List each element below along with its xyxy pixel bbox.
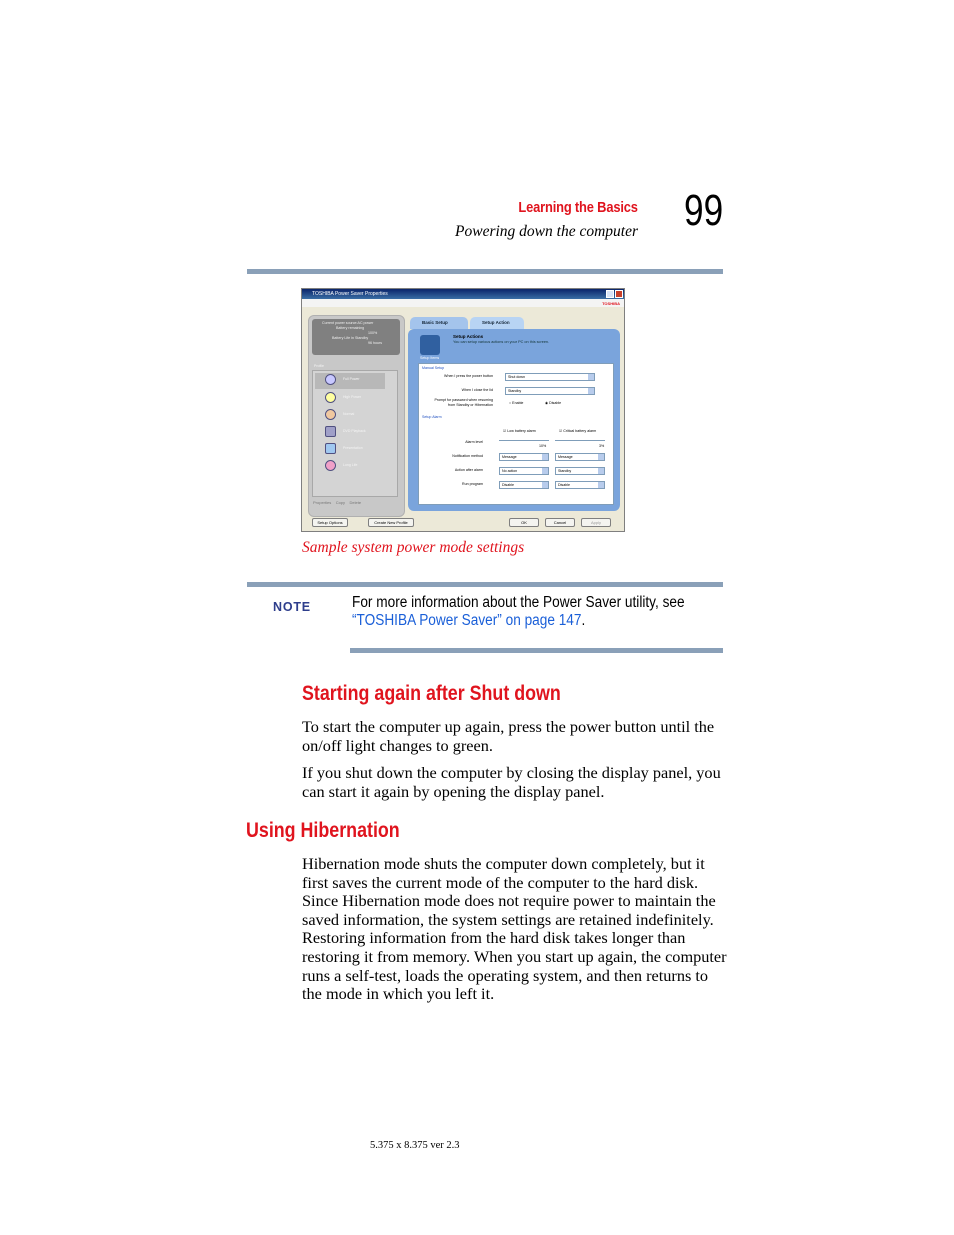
setup-actions-icon (420, 335, 440, 355)
critical-level-value: 3% (599, 444, 605, 448)
run-program-label: Run program (462, 482, 483, 486)
setup-action-pane (408, 329, 620, 511)
note-text-body: For more information about the Power Saver utility, see (352, 594, 685, 611)
run-program-critical-select[interactable]: Disable (555, 481, 605, 489)
power-button-select[interactable]: Shut down (505, 373, 595, 381)
note-bottom-rule (350, 648, 723, 653)
magnifier-icon (325, 409, 336, 420)
magnifier-icon (325, 374, 336, 385)
delete-button[interactable]: Delete (349, 500, 362, 505)
setup-items-label: Setup Items (420, 356, 440, 360)
note-text (352, 594, 685, 630)
profile-item[interactable]: High Power (315, 391, 385, 407)
battery-remaining-label: Battery remaining (336, 326, 365, 330)
properties-button[interactable]: Properties (313, 500, 332, 505)
profile-buttons (313, 500, 361, 505)
profile-item[interactable]: Long Life (315, 459, 385, 475)
profile-label: Profile (314, 364, 324, 368)
lid-label: When I close the lid (461, 388, 493, 392)
header-rule (247, 269, 723, 274)
prompt-label-1: Prompt for password when resuming (434, 398, 493, 402)
page-footer: 5.375 x 8.375 ver 2.3 (370, 1140, 460, 1151)
figure-caption: Sample system power mode settings (302, 539, 525, 556)
prompt-label-2: from Standby or Hibernation (448, 403, 493, 407)
power-source-heading: Current power source:AC power (322, 321, 374, 325)
brand-band (302, 299, 624, 307)
battery-remaining-value: 100% (368, 331, 378, 335)
help-icon (606, 290, 614, 298)
alarm-level-label: Alarm level (465, 440, 483, 444)
window-title-bar (302, 289, 624, 299)
note-text-tail: . (581, 612, 586, 629)
section-heading: Starting again after Shut down (302, 682, 561, 705)
manual-setup-label: Manual Setup (422, 366, 445, 370)
low-level-slider[interactable] (499, 440, 549, 441)
create-new-profile-button[interactable]: Create New Profile (368, 518, 414, 527)
profile-list (312, 370, 398, 497)
close-icon (615, 290, 623, 298)
profile-item[interactable]: Presentation (315, 442, 385, 458)
battery-life-value: 96 hours (368, 341, 382, 345)
setup-options-button[interactable]: Setup Options (312, 518, 348, 527)
power-source-box (312, 319, 400, 355)
note-label: NOTE (273, 600, 311, 614)
left-pane (308, 315, 405, 517)
dvd-icon (325, 426, 336, 437)
section-heading: Using Hibernation (246, 819, 400, 842)
window-title: TOSHIBA Power Saver Properties (312, 291, 388, 297)
cancel-button[interactable]: Cancel (545, 518, 575, 527)
setup-alarm-label: Setup Alarm (422, 415, 442, 419)
setup-actions-desc: You can setup various actions on your PC on this screen. (453, 340, 550, 344)
tab-setup-action[interactable]: Setup Action (470, 317, 524, 329)
action-critical-select[interactable]: Standby (555, 467, 605, 475)
profile-item[interactable]: Full Power (315, 373, 385, 389)
section-title: Powering down the computer (455, 223, 638, 240)
brand-logo: TOSHIBA (602, 301, 620, 306)
tab-basic-setup[interactable]: Basic Setup (410, 317, 468, 329)
run-program-low-select[interactable]: Disable (499, 481, 549, 489)
copy-button[interactable]: Copy (335, 500, 346, 505)
low-level-value: 10% (539, 444, 547, 448)
notification-critical-select[interactable]: Message (555, 453, 605, 461)
critical-level-slider[interactable] (555, 440, 605, 441)
power-saver-screenshot (301, 288, 625, 532)
action-low-select[interactable]: No action (499, 467, 549, 475)
low-battery-checkbox[interactable]: ☑ Low battery alarm (503, 429, 536, 433)
apply-button[interactable]: Apply (581, 518, 611, 527)
setup-items-panel (418, 363, 614, 505)
critical-battery-checkbox[interactable]: ☑ Critical battery alarm (559, 429, 597, 433)
action-after-alarm-label: Action after alarm (454, 468, 483, 472)
notification-label: Notification method (452, 454, 483, 458)
power-button-label: When I press the power button (444, 374, 493, 378)
ok-button[interactable]: OK (509, 518, 539, 527)
presentation-icon (325, 443, 336, 454)
magnifier-icon (325, 392, 336, 403)
setup-actions-heading: Setup Actions (453, 334, 484, 339)
paragraph: If you shut down the computer by closing the display panel, you can start it again by opening the display panel. (302, 763, 721, 801)
note-top-rule (247, 582, 723, 587)
profile-item[interactable]: DVD Playback (315, 425, 385, 441)
lid-select[interactable]: Standby (505, 387, 595, 395)
prompt-enable-radio[interactable]: ○ Enable (509, 401, 524, 405)
notification-low-select[interactable]: Message (499, 453, 549, 461)
paragraph: To start the computer up again, press the power button until the on/off light changes to green. (302, 717, 715, 755)
chapter-title: Learning the Basics (518, 199, 638, 216)
paragraph: Hibernation mode shuts the computer down completely, but it first saves the current mode of the computer to the hard disk. Since Hibernation mode does not require power to maintain the saved information, the system settings are retained indefinitely. Restoring information from the hard disk takes longer than restoring it from memory. When you start up again, the computer runs a self-test, loads the operating system, and then returns to the mode in which you left it. (302, 854, 727, 1004)
battery-life-label: Battery Life in Standby (332, 336, 369, 340)
note-link[interactable]: “TOSHIBA Power Saver” on page 147 (352, 612, 582, 629)
profile-item[interactable]: Normal (315, 408, 385, 424)
magnifier-icon (325, 460, 336, 471)
page-number: 99 (684, 186, 724, 235)
prompt-disable-radio[interactable]: ◉ Disable (545, 401, 562, 405)
